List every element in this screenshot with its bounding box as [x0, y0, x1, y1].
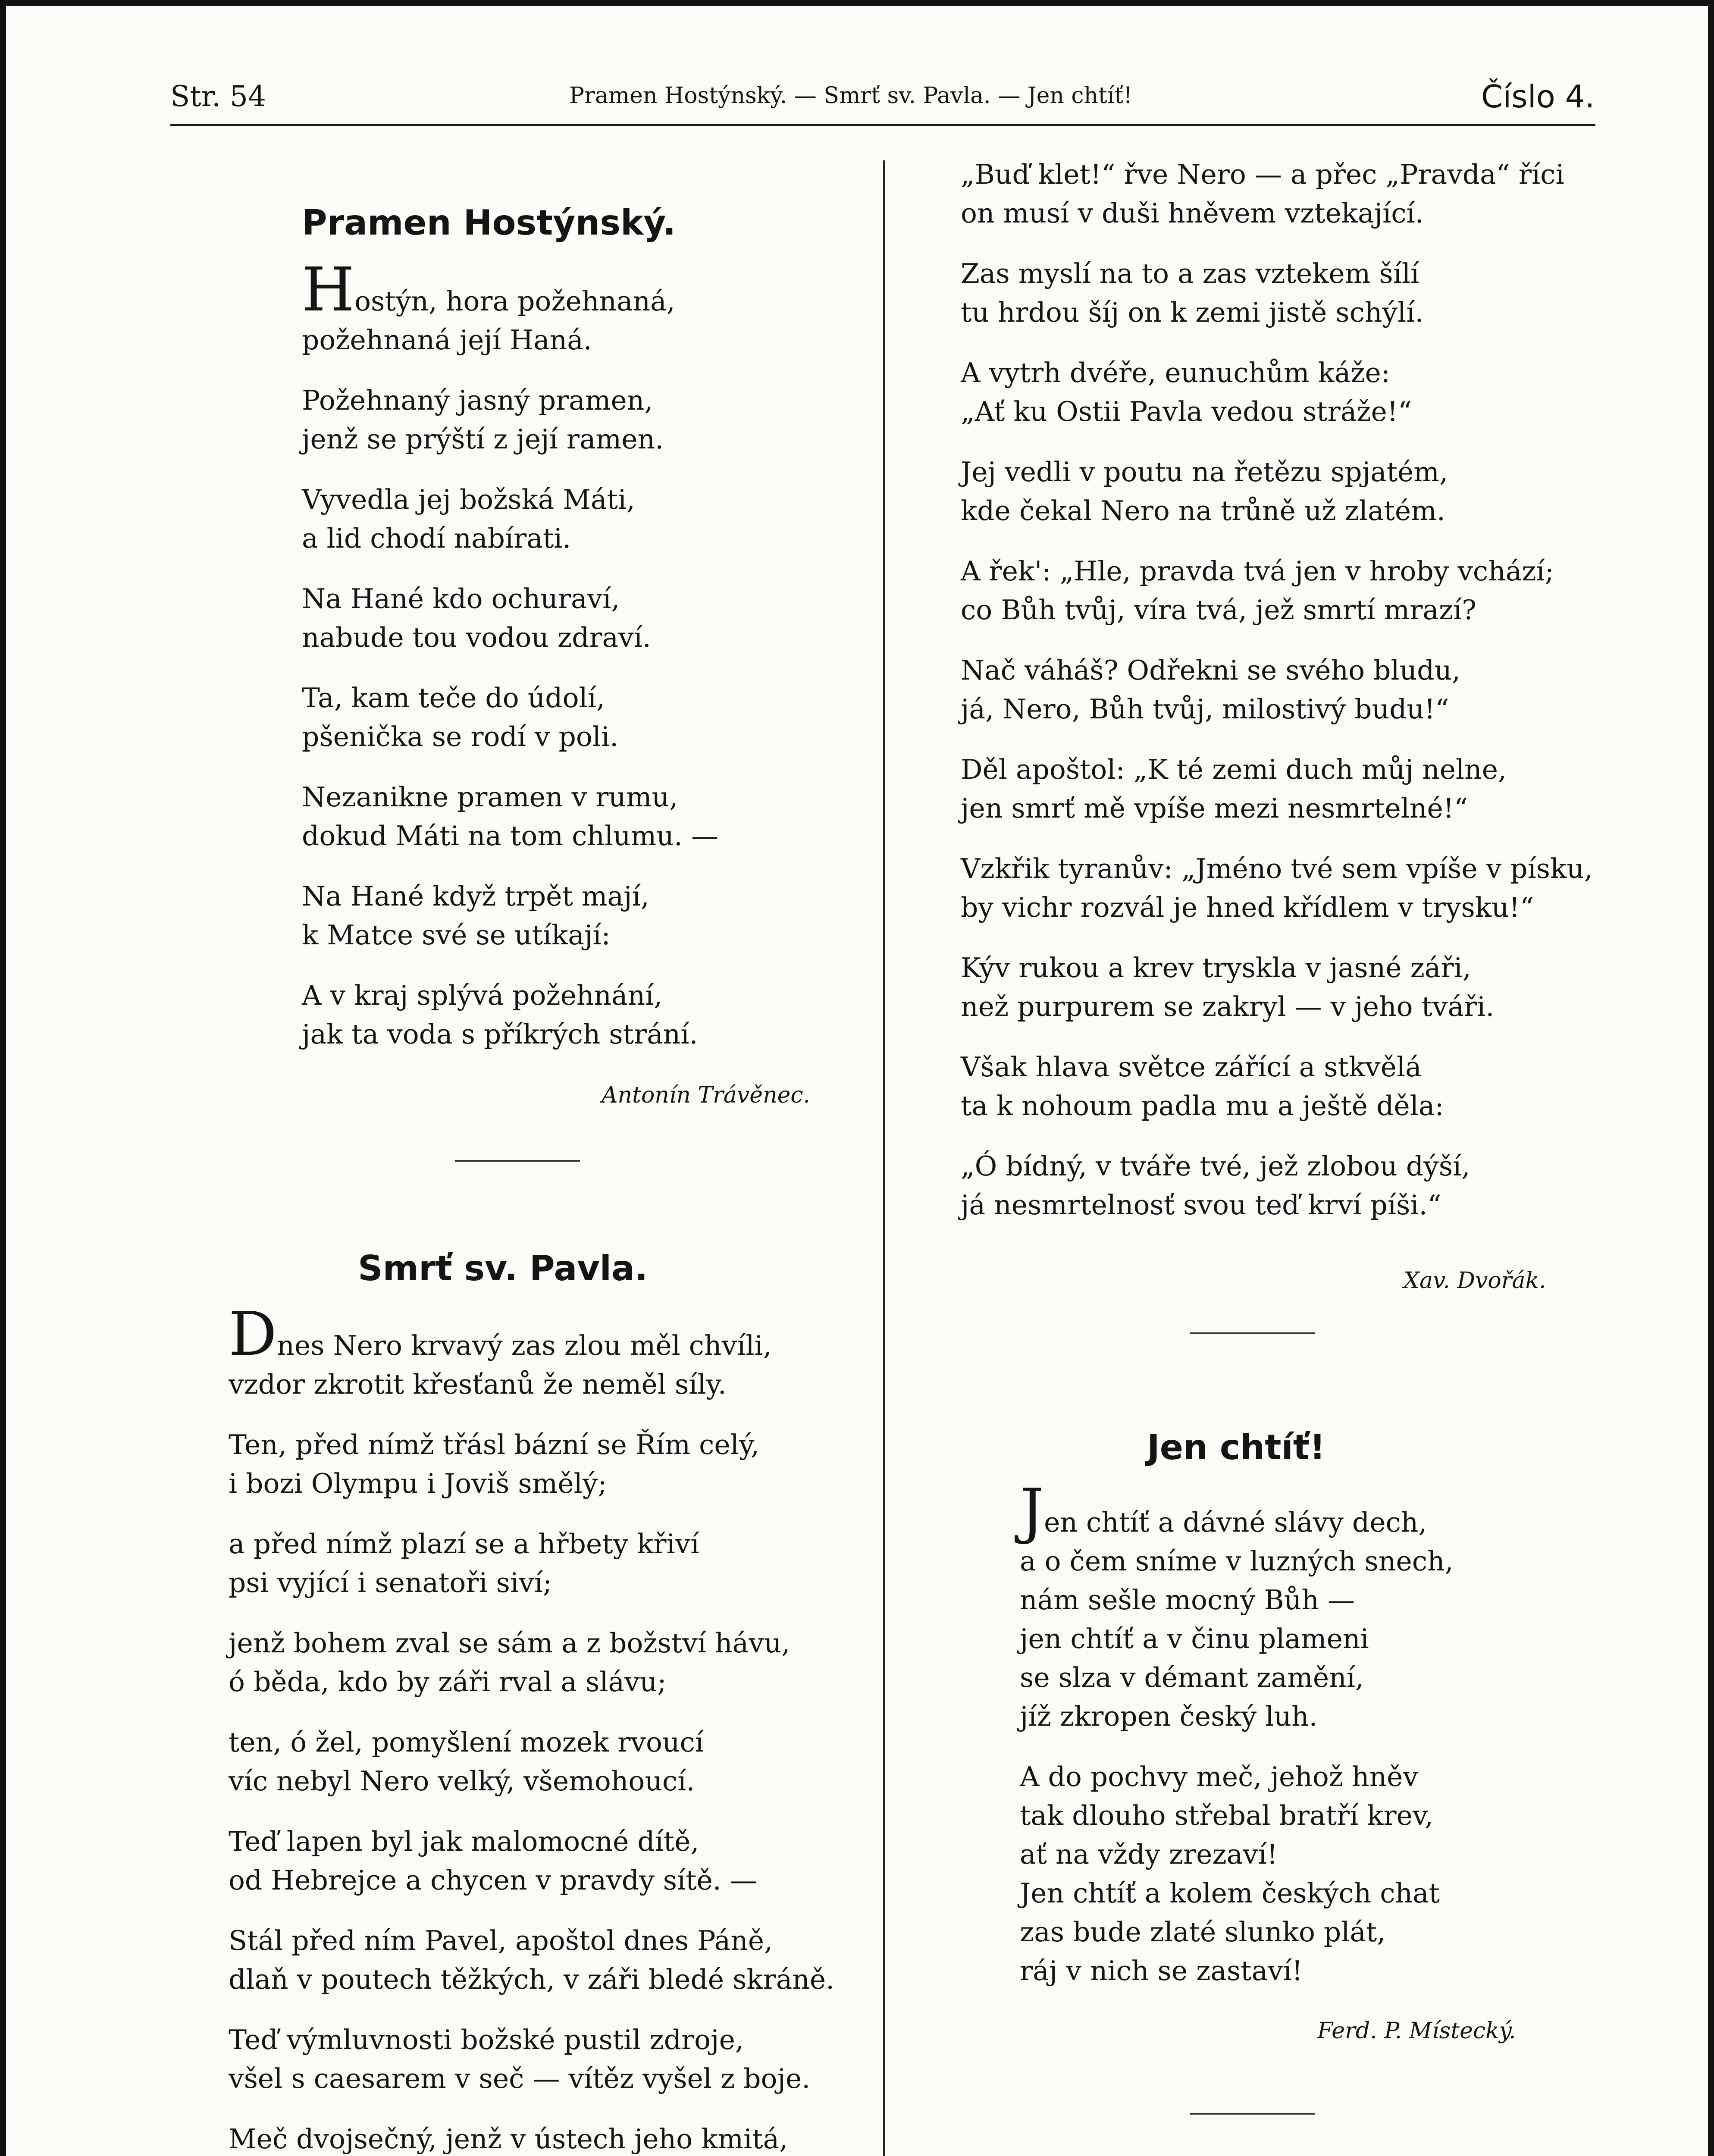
poem-line: psi vyjící i senatoři siví; [229, 1567, 552, 1598]
poem-line: vzdor zkrotit křesťanů že neměl síly. [229, 1369, 727, 1400]
poem-line: Ten, před nímž třásl bázní se Řím celý, [229, 1429, 760, 1460]
stanza [229, 1723, 834, 1801]
poem-line: „Ať ku Ostii Pavla vedou stráže!“ [961, 396, 1412, 427]
poem-line: já, Nero, Bůh tvůj, milostivý budu!“ [961, 693, 1449, 725]
poem-title-pramen: Pramen Hostýnský. [302, 203, 676, 243]
stanza [302, 255, 718, 360]
poem-line: on musí v duši hněvem vztekající. [961, 197, 1424, 229]
poem-line: jen chtíť a v činu plameni [1020, 1623, 1369, 1655]
poem-line: Stál před ním Pavel, apoštol dnes Páně, [229, 1925, 773, 1956]
poem-jen [1020, 1476, 1454, 2012]
poem-line [229, 1299, 834, 1369]
page-number: Str. 54 [170, 80, 266, 113]
issue-number: Číslo 4. [1481, 78, 1595, 115]
running-title: Pramen Hostýnský. — Smrť sv. Pavla. — Jen chtíť! [569, 83, 1133, 109]
poem-line: všel s caesarem v seč — vítěz vyšel z boje. [229, 2063, 811, 2094]
stanza [961, 552, 1593, 630]
drop-cap: H [302, 255, 355, 325]
poem-line: a o čem sníme v luzných snech, [1020, 1545, 1454, 1577]
poem-title-jen: Jen chtíť! [1147, 1427, 1325, 1467]
poem-line: Děl apoštol: „K té zemi duch můj nelne, [961, 754, 1507, 785]
stanza [302, 580, 718, 657]
poem-line: ó běda, kdo by záři rval a slávu; [229, 1666, 667, 1698]
poem-line: tak dlouho střebal bratří krev, [1020, 1800, 1434, 1831]
poem-line: dlaň v poutech těžkých, v záři bledé skráně. [229, 1964, 835, 1995]
stanza [961, 254, 1593, 332]
poem-line: jenž se prýští z její ramen. [302, 423, 664, 455]
drop-cap: J [1020, 1476, 1044, 1546]
poem-line: dokud Máti na tom chlumu. — [302, 820, 719, 852]
poem-line: by vichr rozvál je hned křídlem v trysku!“ [961, 892, 1534, 923]
stanza [229, 1299, 834, 1404]
poem-line: Nač váháš? Odřekni se svého bludu, [961, 655, 1461, 686]
poem-line-text: ostýn, hora požehnaná, [354, 285, 675, 317]
poem-line: A v kraj splývá požehnání, [302, 980, 663, 1011]
poem-smrt-right [961, 155, 1593, 1246]
poem-line: Vyvedla jej božská Máti, [302, 484, 635, 515]
poem-author-pramen: Antonín Trávěnec. [602, 1082, 810, 1108]
section-separator [1190, 2113, 1315, 2115]
header-rule [170, 124, 1595, 126]
stanza [229, 1426, 834, 1503]
stanza [229, 2021, 834, 2098]
poem-line: Zas myslí na to a zas vztekem šílí [961, 258, 1419, 289]
stanza [961, 750, 1593, 828]
column-divider [883, 160, 885, 2156]
poem-line: Meč dvojsečný, jenž v ústech jeho kmitá, [229, 2123, 788, 2155]
stanza [302, 778, 718, 856]
stanza [229, 1525, 834, 1602]
poem-line: „Buď klet!“ řve Nero — a přec „Pravda“ říci [961, 159, 1564, 190]
poem-line: pšenička se rodí v poli. [302, 721, 619, 752]
poem-smrt-left [229, 1299, 835, 2156]
poem-line: a před nímž plazí se a hřbety křiví [229, 1528, 699, 1560]
stanza [961, 849, 1593, 927]
stanza [961, 453, 1593, 530]
poem-line: kde čekal Nero na trůně už zlatém. [961, 495, 1445, 526]
stanza [961, 155, 1593, 233]
poem-line: Jen chtíť a kolem českých chat [1020, 1877, 1440, 1909]
stanza [302, 381, 718, 459]
poem-line: Na Hané kdo ochuraví, [302, 583, 620, 614]
poem-author-jen: Ferd. P. Místecký. [1317, 2018, 1516, 2044]
poem-line: Požehnaný jasný pramen, [302, 385, 653, 416]
poem-line: Kýv rukou a krev tryskla v jasné záři, [961, 952, 1471, 984]
stanza [1020, 1758, 1454, 1990]
poem-line: jak ta voda s příkrých strání. [302, 1018, 698, 1050]
poem-pramen [302, 255, 719, 1075]
poem-title-smrt: Smrť sv. Pavla. [358, 1248, 648, 1288]
poem-line: i bozi Olympu i Joviš smělý; [229, 1468, 607, 1499]
poem-line: A vytrh dvéře, eunuchům káže: [961, 357, 1391, 389]
stanza [229, 2120, 834, 2156]
poem-line: než purpurem se zakryl — v jeho tváři. [961, 991, 1495, 1022]
poem-line: ať na vždy zrezaví! [1020, 1839, 1278, 1870]
stanza [302, 877, 718, 955]
stanza [1020, 1476, 1454, 1736]
poem-line: tu hrdou šíj on k zemi jistě schýlí. [961, 297, 1424, 328]
stanza [961, 1147, 1593, 1225]
poem-line: Nezanikne pramen v rumu, [302, 781, 678, 813]
stanza [229, 1921, 834, 1999]
poem-line: k Matce své se utíkají: [302, 919, 611, 951]
drop-cap: D [229, 1299, 277, 1369]
poem-line: víc nebyl Nero velký, všemohoucí. [229, 1765, 695, 1797]
poem-line: ráj v nich se zastaví! [1020, 1955, 1303, 1987]
poem-line: od Hebrejce a chycen v pravdy sítě. — [229, 1865, 757, 1896]
poem-line: a lid chodí nabírati. [302, 523, 571, 554]
poem-line: zas bude zlaté slunko plát, [1020, 1916, 1386, 1948]
poem-line: jenž bohem zval se sám a z božství hávu, [229, 1627, 790, 1659]
poem-line: A do pochvy meč, jehož hněv [1020, 1761, 1419, 1792]
poem-author-smrt: Xav. Dvořák. [1404, 1268, 1546, 1294]
poem-line: nám sešle mocný Bůh — [1020, 1584, 1355, 1616]
stanza [302, 976, 718, 1054]
poem-line: Však hlava světce zářící a stkvělá [961, 1051, 1422, 1083]
poem-line: se slza v démant zamění, [1020, 1662, 1364, 1693]
poem-line: „Ó bídný, v tváře tvé, jež zlobou dýší, [961, 1150, 1470, 1182]
poem-line: Jej vedli v poutu na řetězu spjatém, [961, 456, 1448, 488]
stanza [961, 354, 1593, 431]
poem-line: požehnaná její Haná. [302, 324, 592, 356]
poem-line: ta k nohoum padla mu a ještě děla: [961, 1090, 1444, 1122]
stanza [302, 679, 718, 756]
stanza [961, 1048, 1593, 1125]
stanza [302, 480, 718, 558]
poem-line-text: nes Nero krvavý zas zlou měl chvíli, [277, 1330, 772, 1361]
poem-line: Teď lapen byl jak malomocné dítě, [229, 1826, 699, 1857]
stanza [229, 1624, 834, 1702]
poem-line [1020, 1476, 1454, 1546]
stanza [961, 949, 1593, 1026]
stanza [229, 1822, 834, 1900]
poem-line: Ta, kam teče do údolí, [302, 682, 605, 714]
section-separator [455, 1160, 580, 1162]
poem-line: A řek': „Hle, pravda tvá jen v hroby vchází; [961, 555, 1554, 587]
poem-line: Teď výmluvnosti božské pustil zdroje, [229, 2024, 744, 2056]
poem-line-text: en chtíť a dávné slávy dech, [1044, 1507, 1427, 1538]
poem-line: nabude tou vodou zdraví. [302, 622, 651, 653]
poem-line [302, 255, 718, 325]
poem-line: já nesmrtelnosť svou teď krví píši.“ [961, 1189, 1441, 1221]
poem-line: Na Hané když trpět mají, [302, 881, 649, 912]
poem-line: jíž zkropen český luh. [1020, 1701, 1318, 1732]
stanza [961, 651, 1593, 729]
poem-line: Vzkřik tyranův: „Jméno tvé sem vpíše v písku, [961, 853, 1593, 884]
poem-line: jen smrť mě vpíše mezi nesmrtelné!“ [961, 793, 1468, 824]
poem-line: co Bůh tvůj, víra tvá, jež smrtí mrazí? [961, 594, 1476, 626]
section-separator [1190, 1332, 1315, 1334]
poem-line: ten, ó žel, pomyšlení mozek rvoucí [229, 1727, 704, 1758]
